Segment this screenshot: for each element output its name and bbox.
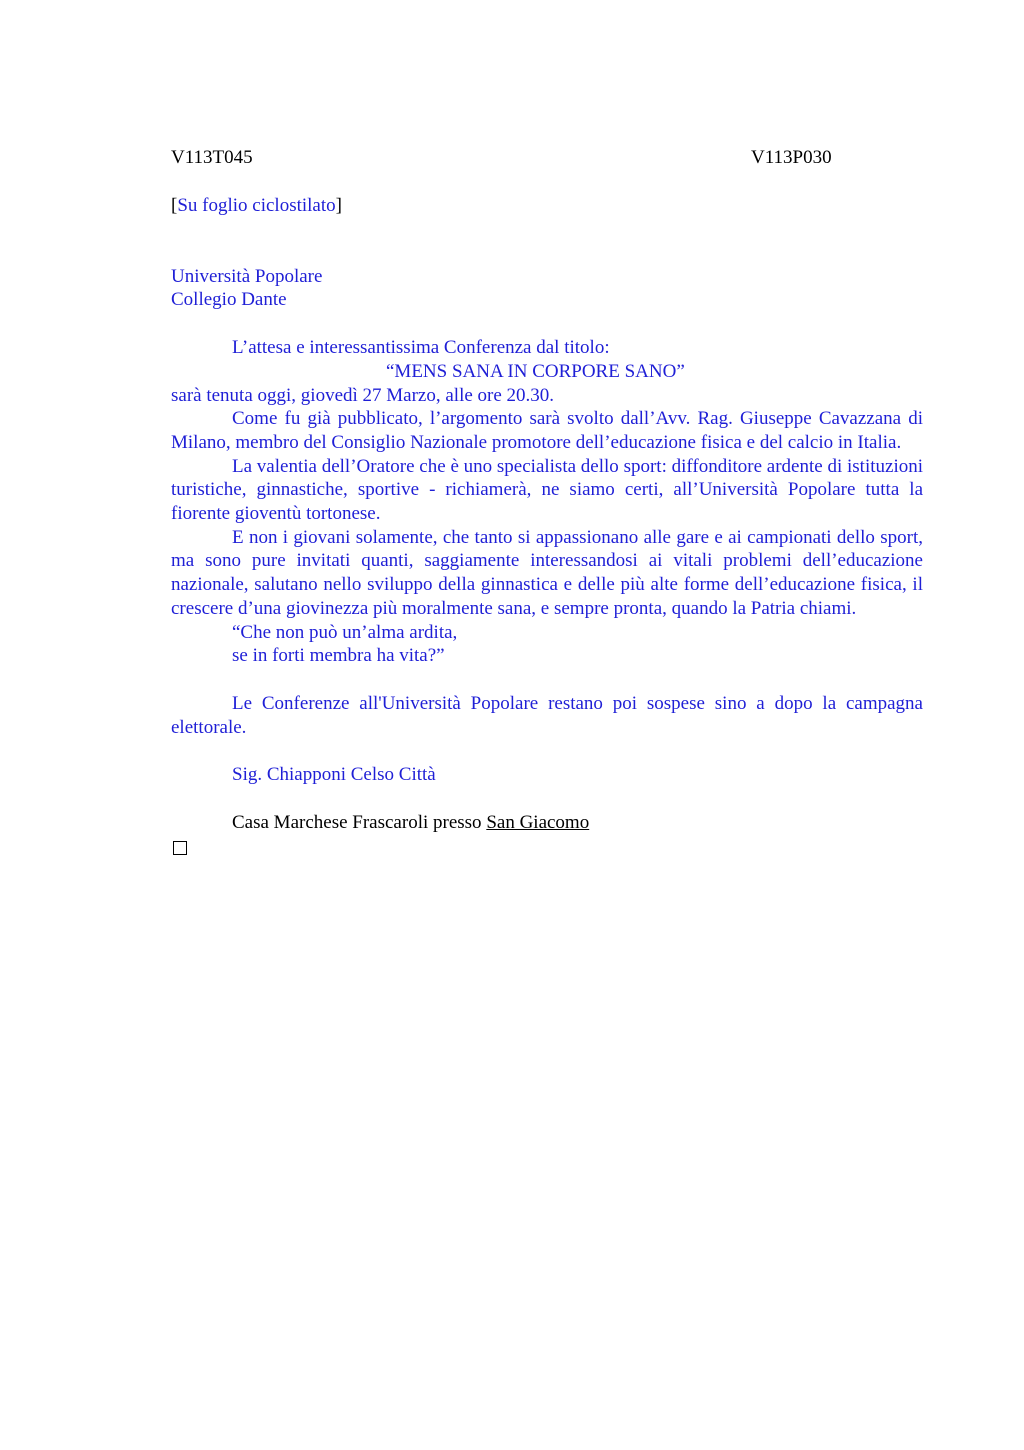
verse-line-2: se in forti membra ha vita?” [232,645,445,667]
sender-line-2: Collegio Dante [171,289,287,311]
note-open-bracket: [ [171,195,178,216]
location-prefix: Casa Marchese Frascaroli presso [232,812,487,834]
conference-title: “MENS SANA IN CORPORE SANO” [386,360,685,382]
paragraph-orator: La valentia dell’Oratore che è uno specialista dello sport: diffonditore ardente di istituzioni turistiche, ginnastiche, sportive - richiamerà, ne siamo certi, all’Università Popolare tutta la fiorente gioventù tortonese. [171,455,923,525]
sender-line-1: Università Popolare [171,265,323,287]
verse-line-1: “Che non può un’alma ardita, [232,621,458,643]
paragraph-invitation: E non i giovani solamente, che tanto si appassionano alle gare e ai campionati dello sport, ma sono pure invitati quanti, saggiamente interessandosi ai vitali problemi dell’educazione nazionale, salutano nello sviluppo della ginnastica e delle più alte forme dell’educazione fisica, il crescere d’una giovinezza più moralmente sana, e sempre pronta, quando la Patria chiami. [171,526,923,619]
document-page [171,146,923,855]
note-text: Su foglio ciclostilato [177,195,336,216]
date-line: sarà tenuta oggi, giovedì 27 Marzo, alle ore 20.30. [171,384,555,406]
archive-code-left: V113T045 [171,147,253,168]
checkbox-square-icon [173,841,187,855]
intro-line: L’attesa e interessantissima Conferenza dal titolo: [232,337,610,359]
location-line [171,811,923,835]
note-close-bracket: ] [335,195,342,216]
paragraph-suspension: Le Conferenze all'Università Popolare restano poi sospese sino a dopo la campagna elettorale. [171,692,923,738]
location-place: San Giacomo [486,812,590,834]
archive-code-right: V113P030 [751,147,832,168]
archive-codes [171,146,923,170]
recipient-line: Sig. Chiapponi Celso Città [232,764,436,786]
paragraph-speaker: Come fu già pubblicato, l’argomento sarà svolto dall’Avv. Rag. Giuseppe Cavazzana di Milano, membro del Consiglio Nazionale promotore dell’educazione fisica e del calcio in Italia. [171,408,923,453]
editorial-note [171,194,923,218]
